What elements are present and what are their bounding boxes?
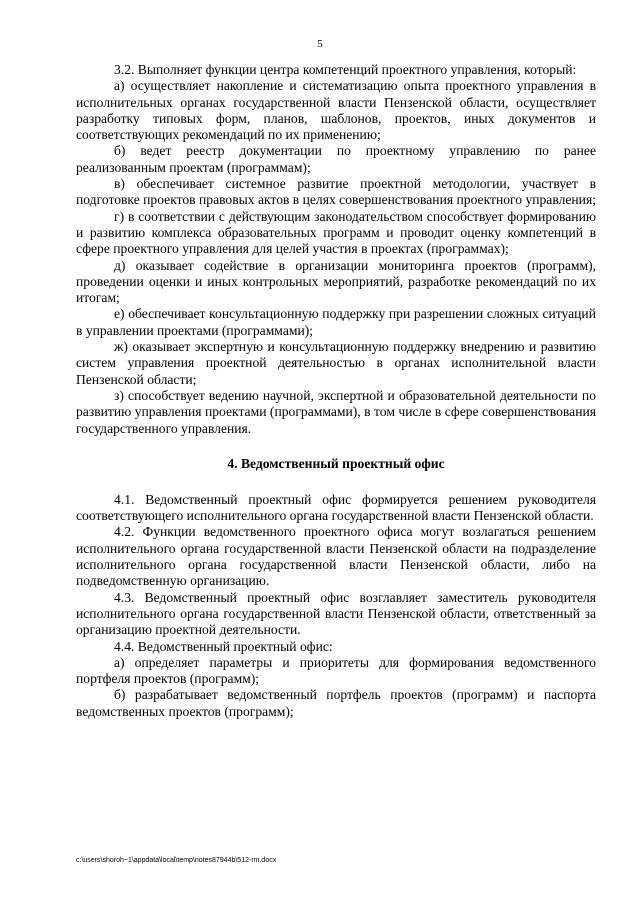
list-item-zh: ж) оказывает экспертную и консультационную поддержку внедрению и развитию систем управления проектной деятельностью в органах исполнительной власти Пензенской области;	[76, 339, 596, 387]
paragraph-4-3: 4.3. Ведомственный проектный офис возглавляет заместитель руководителя исполнительного органа государственной власти Пензенской области, ответственный за организацию проектной деятельности.	[76, 589, 596, 638]
list-item-e: е) обеспечивает консультационную поддержку при разрешении сложных ситуаций в управлении проектами (программами);	[76, 306, 596, 338]
paragraph-3-2: 3.2. Выполняет функции центра компетенций проектного управления, который:	[114, 62, 577, 77]
list-item-g: г) в соответствии с действующим законодательством способствует формированию и развитию комплекса образовательных программ и проводит оценку компетенций в сфере проектного управления для целей участия в проектах (программах);	[76, 208, 596, 257]
paragraph-4-4: 4.4. Ведомственный проектный офис:	[114, 638, 333, 654]
list-item-v: в) обеспечивает системное развитие проектной методологии, участвует в подготовке проектов правовых актов в целях совершенствования проектного управления;	[76, 176, 596, 208]
list-item-d: д) оказывает содействие в организации мониторинга проектов (программ), проведении оценки и иных контрольных мероприятий, разработке рекомендаций по их итогам;	[76, 257, 596, 306]
page-number: 5	[317, 38, 323, 50]
document-body	[76, 62, 596, 720]
footer-file-path: c:\users\shoroh~1\appdata\local\temp\notes87944b\512-rm.docx	[76, 857, 277, 864]
list-item-a: а) осуществляет накопление и систематизацию опыта проектного управления в исполнительных органах государственной власти Пензенской области, осуществляет разработку типовых форм, планов, шаблонов, проектов, иных документов и соответствующих рекомендаций по их применению;	[76, 78, 596, 143]
list-item-4-4-a: а) определяет параметры и приоритеты для формирования ведомственного портфеля проектов (программ);	[76, 654, 596, 687]
list-item-z: з) способствует ведению научной, экспертной и образовательной деятельности по развитию управления проектами (программами), в том числе в сфере совершенствования государственного управления.	[76, 387, 596, 436]
paragraph-4-2: 4.2. Функции ведомственного проектного офиса могут возлагаться решением исполнительного органа государственной власти Пензенской области на подразделение исполнительного органа государственной власти Пензенской области, либо на подведомственную организацию.	[76, 524, 596, 589]
paragraph-4-1: 4.1. Ведомственный проектный офис формируется решением руководителя соответствующего исполнительного органа государственной власти Пензенской области.	[76, 491, 596, 524]
section-heading: 4. Ведомственный проектный офис	[227, 455, 445, 471]
list-item-b: б) ведет реестр документации по проектному управлению по ранее реализованным проектам (программам);	[76, 143, 596, 175]
list-item-4-4-b: б) разрабатывает ведомственный портфель проектов (программ) и паспорта ведомственных проектов (программ);	[76, 687, 596, 719]
